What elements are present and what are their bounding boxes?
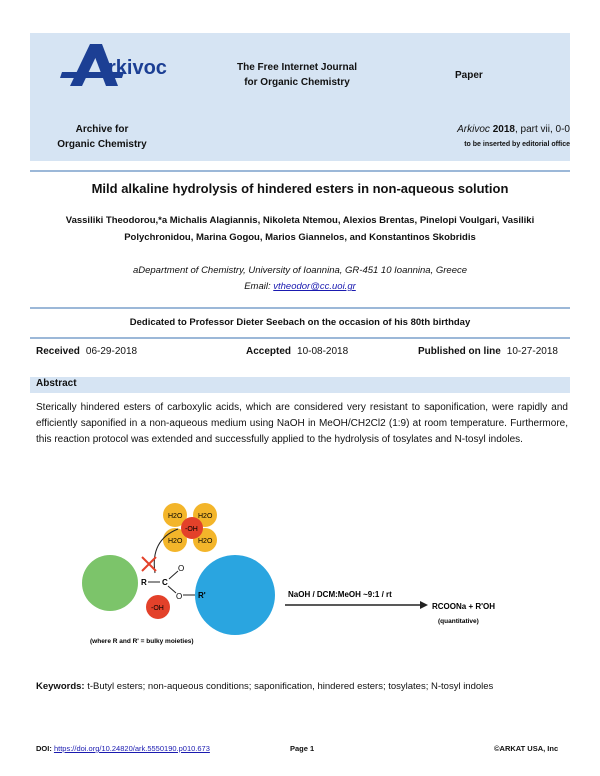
author-list: Vassiliki Theodorou,*a Michalis Alagiannis, Nikoleta Ntemou, Alexios Brentas, Pinelopi Voulgari, Vasiliki Polychronidou, Marina Gogou, Marios Giannelos, and Konstantinos Skobridis — [65, 215, 535, 243]
svg-text:(where R and R' = bulky moieti: (where R and R' = bulky moieties) — [90, 638, 194, 645]
svg-text:H2O: H2O — [168, 513, 183, 520]
svg-text:O: O — [178, 564, 185, 573]
divider — [30, 170, 570, 172]
received-date: Received 06-29-2018 — [36, 346, 138, 357]
arkivoc-logo — [52, 38, 182, 98]
svg-text:(quantitative): (quantitative) — [438, 618, 479, 625]
volume-info: Arkivoc 2018, part vii, 0-0 to be inserted by editorial office — [457, 124, 570, 148]
svg-text:NaOH / DCM:MeOH ~9:1 / rt: NaOH / DCM:MeOH ~9:1 / rt — [288, 590, 392, 599]
abstract-heading: Abstract — [36, 378, 77, 389]
divider — [30, 307, 570, 309]
svg-text:H2O: H2O — [198, 538, 213, 545]
affiliation: aDepartment of Chemistry, University of Ioannina, GR-451 10 Ioannina, Greece Email: vtheodor@cc.uoi.gr — [132, 265, 468, 292]
svg-text:H2O: H2O — [198, 513, 213, 520]
published-date: Published on line 10-27-2018 — [418, 346, 558, 357]
svg-text:-OH: -OH — [185, 526, 198, 533]
keywords: Keywords: t-Butyl esters; non-aqueous conditions; saponification, hindered esters; tosylates; N-tosyl indoles — [36, 681, 494, 692]
journal-tagline: The Free Internet Journal for Organic Chemistry — [236, 62, 358, 88]
svg-text:R: R — [141, 578, 147, 587]
doi-link[interactable]: https://doi.org/10.24820/ark.5550190.p010.673 — [53, 744, 210, 753]
logo-text: rkivoc — [108, 57, 167, 79]
abstract-text: Sterically hindered esters of carboxylic acids, which are considered very resistant to saponification, were rapidly and efficiently saponified in a non-aqueous medium using NaOH in MeOH/CH2Cl2 (1:9) at room temperature. Furthermore, this reaction protocol was extended and successfully applied to the hydrolysis of tosylates and N-tosyl indoles. — [36, 402, 568, 445]
graphical-abstract — [80, 485, 550, 655]
svg-text:RCOONa + R'OH: RCOONa + R'OH — [432, 602, 496, 611]
svg-text:-OH: -OH — [151, 605, 164, 612]
svg-text:O: O — [176, 592, 183, 601]
article-title: Mild alkaline hydrolysis of hindered esters in non-aqueous solution — [91, 181, 509, 196]
r-prime-sphere — [195, 555, 275, 635]
dedication: Dedicated to Professor Dieter Seebach on the occasion of his 80th birthday — [129, 317, 471, 328]
page-number: Page 1 — [290, 744, 315, 753]
doi: DOI: https://doi.org/10.24820/ark.5550190.p010.673 — [36, 744, 210, 753]
copyright: ©ARKAT USA, Inc — [494, 744, 559, 753]
email-link[interactable]: vtheodor@cc.uoi.gr — [273, 281, 356, 292]
article-type: Paper — [455, 70, 483, 81]
r-group-sphere — [82, 555, 138, 611]
svg-text:H2O: H2O — [168, 538, 183, 545]
archive-label: Archive for Organic Chemistry — [57, 124, 147, 150]
divider — [30, 337, 570, 339]
svg-text:C: C — [162, 578, 168, 587]
accepted-date: Accepted 10-08-2018 — [246, 346, 349, 357]
abstract-heading-bar — [30, 377, 570, 393]
svg-text:R': R' — [198, 591, 206, 600]
